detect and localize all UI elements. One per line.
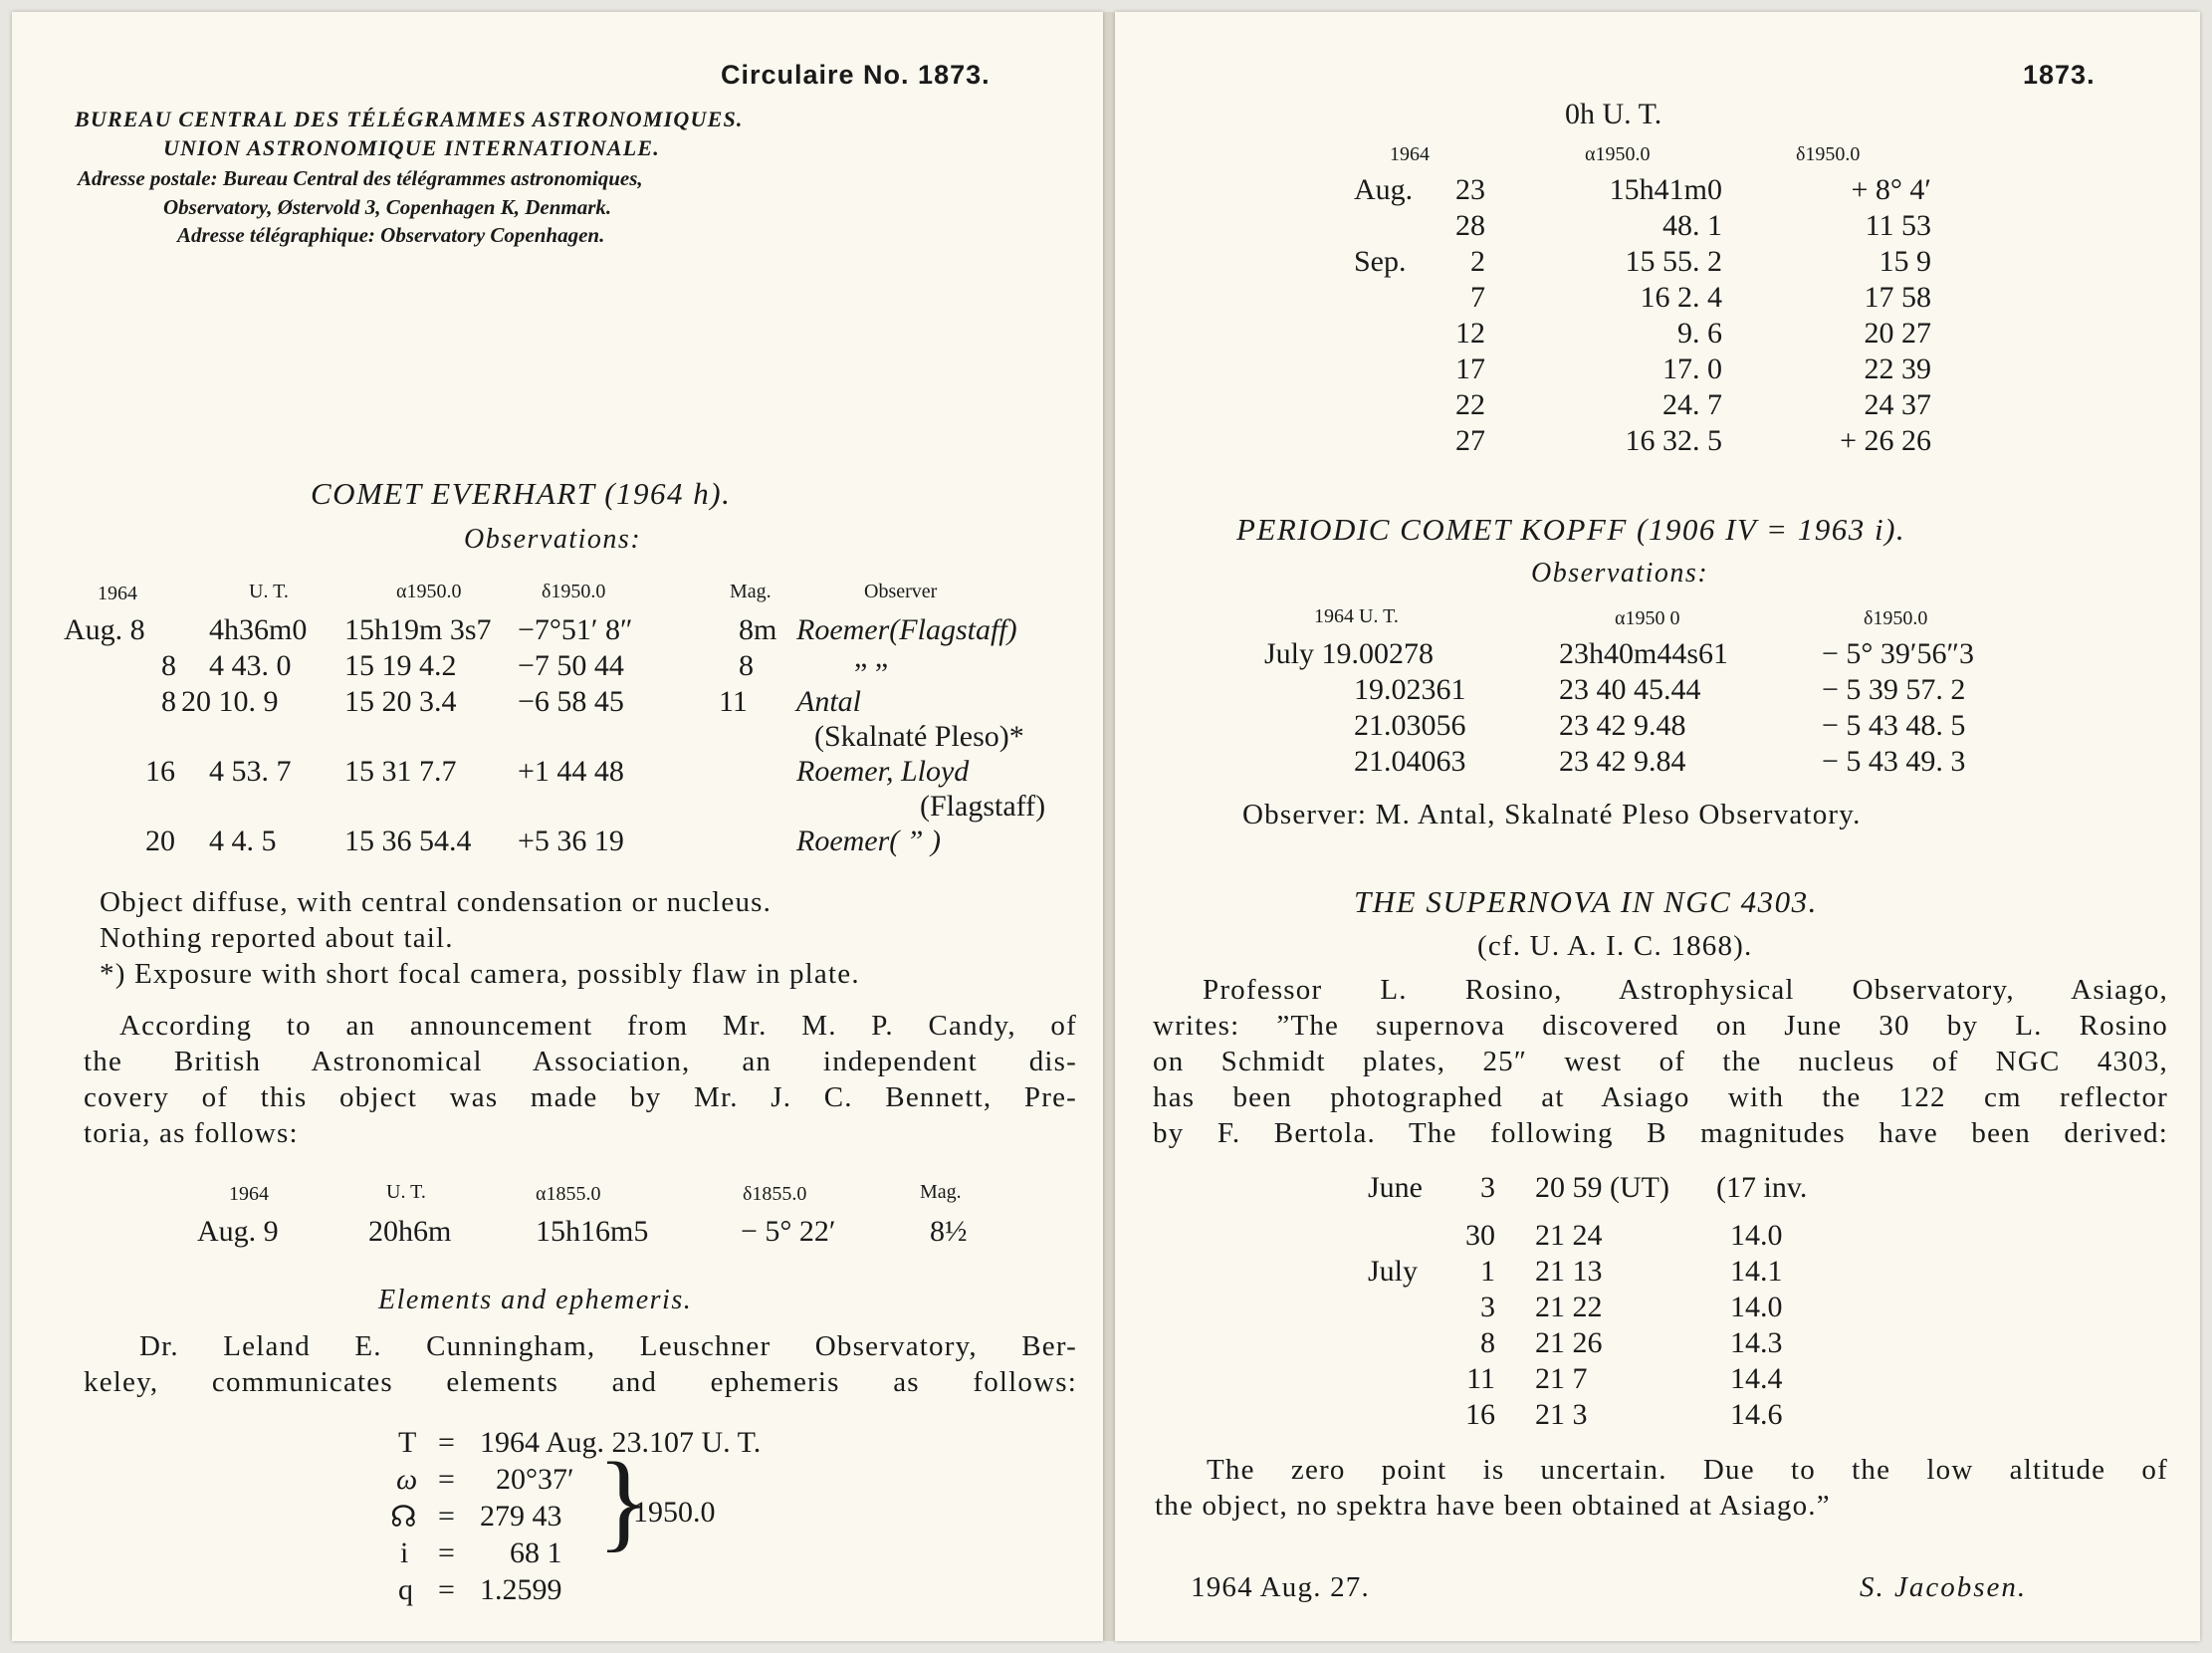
element-q-symbol: q <box>398 1573 413 1606</box>
kopff-row-3-date: 21.03056 <box>1354 709 1466 742</box>
kopff-row-4-date: 21.04063 <box>1354 745 1466 778</box>
eph-day: 7 <box>1470 281 1485 314</box>
disc-header-mag: Mag. <box>920 1181 962 1203</box>
eph-header-year: 1964 <box>1390 143 1430 165</box>
sn-para-line-2: writes: ”The supernova discovered on June 30 by L. Rosino <box>1153 1010 2168 1042</box>
kopff-row-1-date: July 19.00278 <box>1264 637 1435 670</box>
para-candy-line-3: covery of this object was made by Mr. J. C. Bennett, Pre- <box>84 1081 1077 1113</box>
element-T-symbol: T <box>398 1426 417 1459</box>
disc-header-year: 1964 <box>229 1183 269 1205</box>
table-row <box>1354 245 1931 281</box>
bureau-line-2: UNION ASTRONOMIQUE INTERNATIONALE. <box>163 135 660 160</box>
eph-day: 27 <box>1455 424 1485 457</box>
supernova-reference: (cf. U. A. I. C. 1868). <box>1477 930 1753 962</box>
kopff-observations-heading: Observations: <box>1531 558 1709 589</box>
element-node-equals: = <box>438 1500 455 1533</box>
element-i-value: 68 1 <box>510 1536 562 1569</box>
eph-day: 12 <box>1455 317 1485 350</box>
observations-heading: Observations: <box>464 524 642 555</box>
eph-dec: + 26 26 <box>1840 424 1931 457</box>
disc-date: Aug. 9 <box>197 1215 279 1248</box>
page-gutter <box>1103 12 1115 1641</box>
obs-row-2-ut: 4 43. 0 <box>209 649 292 682</box>
postal-address-1: Adresse postale: Bureau Central des télégrammes astronomiques, <box>78 166 643 190</box>
obs-row-2-dec: −7 50 44 <box>518 649 624 682</box>
obs-row-4-ut: 4 53. 7 <box>209 755 292 788</box>
obs-header-ut: U. T. <box>249 581 289 602</box>
bureau-line-1: BUREAU CENTRAL DES TÉLÉGRAMMES ASTRONOMIQUES. <box>75 107 744 131</box>
element-omega-value: 20°37′ <box>496 1463 574 1496</box>
element-T-equals: = <box>438 1426 455 1459</box>
kopff-row-2-date: 19.02361 <box>1354 673 1466 706</box>
eph-month <box>1354 317 1434 353</box>
telegraph-address: Adresse télégraphique: Observatory Copenhagen. <box>177 223 605 247</box>
obs-row-2-observer: ” ” <box>854 657 889 690</box>
eph-month <box>1354 388 1434 424</box>
sn-time: 21 13 <box>1535 1255 1603 1288</box>
sn-conclusion-line-1: The zero point is uncertain. Due to the low altitude of <box>1207 1454 2168 1486</box>
kopff-row-4-ra: 23 42 9.84 <box>1559 745 1686 778</box>
sn-time: 21 3 <box>1535 1398 1588 1431</box>
disc-ra: 15h16m5 <box>536 1215 649 1248</box>
table-row <box>1368 1398 1807 1434</box>
table-row <box>1368 1171 1807 1219</box>
obs-row-1-ut: 4h36m0 <box>209 613 308 646</box>
sn-mag: 14.1 <box>1730 1255 1783 1288</box>
footer-signature: S. Jacobsen. <box>1860 1571 2028 1603</box>
eph-day: 23 <box>1455 173 1485 206</box>
eph-ra: 16 32. 5 <box>1625 424 1722 457</box>
obs-row-2-ra: 15 19 4.2 <box>344 649 457 682</box>
kopff-row-2-ra: 23 40 45.44 <box>1559 673 1701 706</box>
element-i-symbol: i <box>400 1536 409 1569</box>
postal-address-2: Observatory, Østervold 3, Copenhagen K, Denmark. <box>163 195 612 219</box>
right-page <box>1115 12 2200 1641</box>
footer-date: 1964 Aug. 27. <box>1191 1571 1370 1603</box>
para-cunningham-line-1: Dr. Leland E. Cunningham, Leuschner Observatory, Ber- <box>139 1330 1077 1362</box>
note-diffuse: Object diffuse, with central condensation or nucleus. <box>100 886 773 918</box>
element-omega-equals: = <box>438 1463 455 1496</box>
eph-day: 2 <box>1470 245 1485 278</box>
eph-dec: 17 58 <box>1864 281 1931 314</box>
sn-time: 21 26 <box>1535 1326 1603 1359</box>
obs-row-3-date: 8 <box>161 685 176 718</box>
eph-header-ra: α1950.0 <box>1585 143 1651 165</box>
eph-ra: 16 2. 4 <box>1640 281 1722 314</box>
para-candy-line-2: the British Astronomical Association, an independent dis- <box>84 1046 1077 1077</box>
element-equinox: 1950.0 <box>633 1496 716 1529</box>
obs-row-4-observer-location: (Flagstaff) <box>920 790 1046 823</box>
obs-row-3-ra: 15 20 3.4 <box>344 685 457 718</box>
element-node-symbol: ☊ <box>390 1501 417 1534</box>
sn-month <box>1368 1326 1438 1362</box>
comet-everhart-title: COMET EVERHART (1964 h). <box>311 476 732 511</box>
eph-month <box>1354 424 1434 460</box>
sn-time: 20 59 (UT) <box>1535 1171 1669 1204</box>
element-node-value: 279 43 <box>480 1500 562 1533</box>
obs-header-dec: δ1950.0 <box>542 581 606 602</box>
sn-mag: (17 inv. <box>1716 1171 1808 1204</box>
sn-mag: 14.0 <box>1730 1291 1783 1323</box>
obs-row-5-observer: Roemer( ” ) <box>796 825 941 857</box>
disc-ut: 20h6m <box>368 1215 452 1248</box>
sn-day: 3 <box>1480 1291 1495 1323</box>
obs-row-5-ra: 15 36 54.4 <box>344 825 472 857</box>
obs-row-4-dec: +1 44 48 <box>518 755 624 788</box>
obs-row-5-dec: +5 36 19 <box>518 825 624 857</box>
table-row <box>1368 1255 1807 1291</box>
sn-month: June <box>1368 1171 1423 1204</box>
kopff-row-1-dec: − 5° 39′56″3 <box>1822 637 1974 670</box>
sn-month <box>1368 1219 1438 1255</box>
kopff-title: PERIODIC COMET KOPFF (1906 IV = 1963 i). <box>1236 512 1906 547</box>
disc-header-dec: δ1855.0 <box>743 1183 807 1205</box>
obs-row-3-mag: 11 <box>719 685 748 718</box>
eph-dec: + 8° 4′ <box>1851 173 1931 206</box>
disc-mag: 8½ <box>930 1215 968 1248</box>
supernova-magnitudes-table <box>1368 1171 1807 1434</box>
obs-row-3-ut: 20 10. 9 <box>181 685 279 718</box>
eph-dec: 20 27 <box>1864 317 1931 350</box>
sn-day: 1 <box>1480 1255 1495 1288</box>
obs-row-1-dec: −7°51′ 8″ <box>518 613 633 646</box>
sn-mag: 14.3 <box>1730 1326 1783 1359</box>
kopff-row-2-dec: − 5 39 57. 2 <box>1822 673 1966 706</box>
sn-month <box>1368 1362 1438 1398</box>
table-row <box>1354 209 1931 245</box>
circular-number: Circulaire No. 1873. <box>721 60 991 90</box>
table-row <box>1368 1362 1807 1398</box>
left-page <box>12 12 1103 1641</box>
obs-row-4-date: 16 <box>145 755 175 788</box>
obs-header-ra: α1950.0 <box>396 581 462 602</box>
obs-row-5-date: 20 <box>145 825 175 857</box>
eph-header-dec: δ1950.0 <box>1796 143 1861 165</box>
kopff-header-ut: 1964 U. T. <box>1314 605 1399 627</box>
eph-dec: 15 9 <box>1879 245 1931 278</box>
table-row <box>1368 1219 1807 1255</box>
table-row <box>1354 424 1931 460</box>
element-q-equals: = <box>438 1573 455 1606</box>
sn-month: July <box>1368 1255 1419 1288</box>
obs-row-1-observer: Roemer(Flagstaff) <box>796 613 1017 646</box>
table-row <box>1354 353 1931 388</box>
disc-dec: − 5° 22′ <box>741 1215 836 1248</box>
eph-day: 17 <box>1455 353 1485 385</box>
sn-day: 3 <box>1480 1171 1495 1204</box>
obs-row-2-date: 8 <box>161 649 176 682</box>
table-row <box>1368 1291 1807 1326</box>
sn-day: 11 <box>1466 1362 1495 1395</box>
page-number: 1873. <box>2023 60 2096 90</box>
sn-mag: 14.0 <box>1730 1219 1783 1252</box>
eph-dec: 22 39 <box>1864 353 1931 385</box>
sn-para-line-3: on Schmidt plates, 25″ west of the nucleus of NGC 4303, <box>1153 1046 2168 1077</box>
eph-ra: 24. 7 <box>1662 388 1722 421</box>
element-q-value: 1.2599 <box>480 1573 562 1606</box>
sn-time: 21 7 <box>1535 1362 1588 1395</box>
obs-row-4-observer: Roemer, Lloyd <box>796 755 970 788</box>
eph-month <box>1354 353 1434 388</box>
eph-ra: 9. 6 <box>1677 317 1722 350</box>
sn-month <box>1368 1398 1438 1434</box>
kopff-row-1-ra: 23h40m44s61 <box>1559 637 1729 670</box>
kopff-row-4-dec: − 5 43 49. 3 <box>1822 745 1966 778</box>
obs-header-mag: Mag. <box>730 581 772 602</box>
sn-conclusion-line-2: the object, no spektra have been obtained at Asiago.” <box>1155 1490 1831 1522</box>
kopff-header-ra: α1950 0 <box>1615 607 1680 629</box>
kopff-observer: Observer: M. Antal, Skalnaté Pleso Observatory. <box>1242 799 1862 830</box>
obs-row-5-ut: 4 4. 5 <box>209 825 277 857</box>
element-T-value: 1964 Aug. 23.107 U. T. <box>480 1426 762 1459</box>
para-candy-line-1: According to an announcement from Mr. M. P. Candy, of <box>119 1010 1077 1042</box>
note-tail: Nothing reported about tail. <box>100 922 454 954</box>
obs-row-4-ra: 15 31 7.7 <box>344 755 457 788</box>
note-footnote: *) Exposure with short focal camera, possibly flaw in plate. <box>100 958 860 990</box>
eph-month: Aug. <box>1354 173 1414 206</box>
element-omega-symbol: ω <box>396 1463 418 1496</box>
eph-dec: 24 37 <box>1864 388 1931 421</box>
ephemeris-title: 0h U. T. <box>1565 98 1662 130</box>
sn-para-line-1: Professor L. Rosino, Astrophysical Observatory, Asiago, <box>1203 974 2168 1006</box>
obs-row-1-date: Aug. 8 <box>64 613 145 646</box>
sn-mag: 14.6 <box>1730 1398 1783 1431</box>
sn-para-line-5: by F. Bertola. The following B magnitudes have been derived: <box>1153 1117 2168 1149</box>
element-brace: } <box>597 1440 650 1561</box>
eph-ra: 15 55. 2 <box>1625 245 1722 278</box>
eph-month <box>1354 281 1434 317</box>
disc-header-ra: α1855.0 <box>536 1183 601 1205</box>
disc-header-ut: U. T. <box>386 1181 426 1203</box>
table-row <box>1354 317 1931 353</box>
obs-header-observer: Observer <box>864 581 938 602</box>
eph-ra: 15h41m0 <box>1609 173 1722 206</box>
supernova-title: THE SUPERNOVA IN NGC 4303. <box>1354 884 1818 919</box>
eph-ra: 17. 0 <box>1662 353 1722 385</box>
sn-time: 21 24 <box>1535 1219 1603 1252</box>
obs-row-1-ra: 15h19m 3s7 <box>344 613 492 646</box>
eph-month: Sep. <box>1354 245 1407 278</box>
kopff-row-3-dec: − 5 43 48. 5 <box>1822 709 1966 742</box>
para-candy-line-4: toria, as follows: <box>84 1117 299 1149</box>
eph-day: 28 <box>1455 209 1485 242</box>
obs-row-3-observer-location: (Skalnaté Pleso)* <box>814 720 1024 753</box>
eph-dec: 11 53 <box>1865 209 1931 242</box>
sn-mag: 14.4 <box>1730 1362 1783 1395</box>
element-i-equals: = <box>438 1536 455 1569</box>
sn-day: 8 <box>1480 1326 1495 1359</box>
table-row <box>1354 281 1931 317</box>
sn-para-line-4: has been photographed at Asiago with the 122 cm reflector <box>1153 1081 2168 1113</box>
elements-heading: Elements and ephemeris. <box>378 1285 693 1315</box>
obs-row-2-mag: 8 <box>739 649 754 682</box>
obs-row-3-dec: −6 58 45 <box>518 685 624 718</box>
eph-ra: 48. 1 <box>1662 209 1722 242</box>
ephemeris-table <box>1354 173 1931 460</box>
sn-month <box>1368 1291 1438 1326</box>
sn-day: 16 <box>1465 1398 1495 1431</box>
obs-row-3-observer: Antal <box>796 685 861 718</box>
obs-row-1-mag: 8m <box>739 613 777 646</box>
obs-header-year: 1964 <box>98 583 137 604</box>
table-row <box>1368 1326 1807 1362</box>
table-row <box>1354 388 1931 424</box>
table-row <box>1354 173 1931 209</box>
para-cunningham-line-2: keley, communicates elements and ephemeris as follows: <box>84 1366 1077 1398</box>
sn-day: 30 <box>1465 1219 1495 1252</box>
sn-time: 21 22 <box>1535 1291 1603 1323</box>
kopff-header-dec: δ1950.0 <box>1864 607 1928 629</box>
kopff-row-3-ra: 23 42 9.48 <box>1559 709 1686 742</box>
eph-month <box>1354 209 1434 245</box>
eph-day: 22 <box>1455 388 1485 421</box>
